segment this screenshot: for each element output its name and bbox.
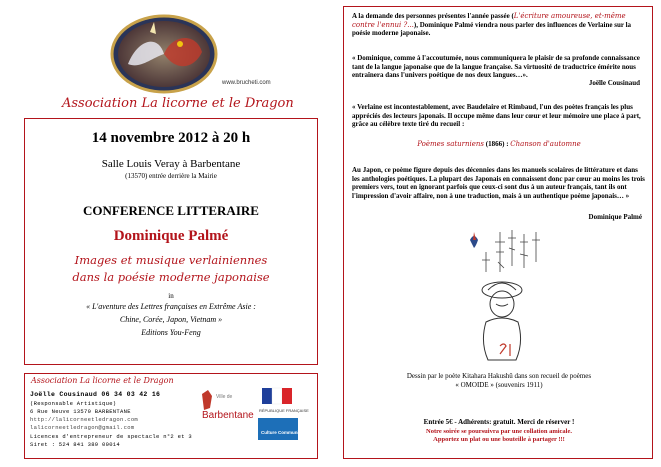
contact-email-link[interactable]: lalicorneetledragon@gmail.com xyxy=(30,424,135,431)
culture-communication-logo xyxy=(258,418,313,440)
culture-communication-logo-text: Culture Communication xyxy=(261,430,313,435)
intro-text-a: A la demande des personnes présentes l'année passée ( xyxy=(352,12,514,20)
book-title-line2: Chine, Corée, Japon, Vietnam » xyxy=(119,315,223,324)
venue-note: (13570) entrée derrière la Mairie xyxy=(125,172,217,180)
contact-role: (Responsable Artistique) xyxy=(30,400,117,407)
barbentane-logo-text: Barbentane xyxy=(202,410,254,421)
hakushu-drawing xyxy=(440,222,560,372)
drawing-caption-line2: « OMOIDE » (souvenirs 1911) xyxy=(455,381,543,389)
entry-fee: Entrée 5€ - Adhérents: gratuit. Merci de réserver ! xyxy=(423,418,575,426)
contact-name-phone: Joëlle Cousinaud 06 34 03 42 16 xyxy=(30,391,161,398)
unicorn-dragon-emblem xyxy=(110,14,218,94)
intro-text-b: ), Dominique Palmé viendra nous parler des influences de Verlaine sur la poésie moderne japonaise. xyxy=(352,20,632,38)
collation-note: Notre soirée se poursuivra par une collation amicale. xyxy=(426,428,572,435)
book-title-line1: « L'aventure des Lettres françaises en Extrême Asie : xyxy=(86,302,256,311)
in-label: in xyxy=(168,292,174,300)
association-title: Association La licorne et le Dragon xyxy=(62,96,294,111)
barbentane-logo xyxy=(198,388,254,422)
poem-collection: Poèmes saturniens xyxy=(417,140,485,148)
contact-siret: Siret : 524 841 389 00014 xyxy=(30,441,121,448)
publisher: Editions You-Feng xyxy=(141,328,201,337)
republique-francaise-logo-text: RÉPUBLIQUE FRANÇAISE xyxy=(259,408,309,413)
contact-website-link[interactable]: http://lalicorneetledragon.com xyxy=(30,416,139,423)
drawing-caption-line1: Dessin par le poète Kitahara Hakushû dans son recueil de poèmes xyxy=(406,372,592,380)
previous-talk-title: L'écriture amoureuse, et-même contre l'ennui ?... xyxy=(352,12,626,29)
intro-paragraph xyxy=(352,12,646,38)
talk-title-line1: Images et musique verlainiennes xyxy=(74,253,268,267)
japan-paragraph: Au Japon, ce poème figure depuis des décennies dans les manuels scolaires de littérature et dans les anthologies poétiques. La plupart des Japonais en connaissent donc par cœur au moins les trois premiers vers, tout en ignorant parfois que ceux-ci sont dus à un auteur français, tant ils ont l'impression d'avoir affaire, non à une traduction, mais à un authentique poème japonais… » xyxy=(352,166,645,200)
poem-year: (1866) : xyxy=(484,140,511,148)
signature-palme: Dominique Palmé xyxy=(588,213,642,221)
poem-name: Chanson d'automne xyxy=(510,140,581,148)
website-small: www.brucheti.com xyxy=(222,80,271,86)
republique-francaise-logo xyxy=(258,386,309,416)
quote-paragraph-1: « Dominique, comme à l'accoutumée, nous communiquera le plaisir de sa profonde connaissance tant de la langue japonaise que de la langue française. Sa virtuosité de traductrice émérite nous entraînera dans l'univers poétique de nos deux langues…». xyxy=(352,54,640,80)
contact-association: Association La licorne et le Dragon xyxy=(31,376,174,385)
speaker-name: Dominique Palmé xyxy=(113,228,229,244)
talk-title-line2: dans la poésie moderne japonaise xyxy=(72,270,270,284)
contact-licence: Licences d'entrepreneur de spectacle n°2 et 3 xyxy=(30,433,193,440)
bring-dish-note: Apportez un plat ou une bouteille à partager !!! xyxy=(433,436,565,443)
event-date: 14 novembre 2012 à 20 h xyxy=(91,130,251,146)
contact-address: 6 Rue Neuve 13570 BARBENTANE xyxy=(30,408,131,415)
event-venue: Salle Louis Veray à Barbentane xyxy=(101,158,241,170)
quote-paragraph-2: « Verlaine est incontestablement, avec Baudelaire et Rimbaud, l'un des poètes français les plus appréciés des lecteurs japonais. Il occupe même dans leur cœur et leur mémoire une place à part, grâce au célèbre texte tiré du recueil : xyxy=(352,103,641,129)
signature-cousinaud: Joëlle Cousinaud xyxy=(588,79,640,87)
poem-reference xyxy=(352,140,646,148)
barbentane-logo-prefix: Ville de xyxy=(216,394,233,400)
event-type: CONFERENCE LITTERAIRE xyxy=(83,203,259,218)
